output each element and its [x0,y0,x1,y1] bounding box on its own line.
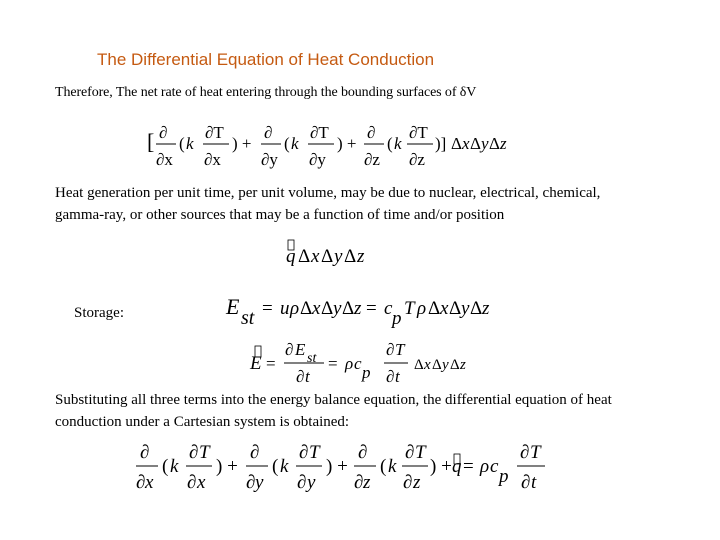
svg-text:(: ( [387,134,393,153]
svg-text:p: p [362,363,371,382]
svg-text:Δ: Δ [449,298,462,319]
svg-text:Δ: Δ [489,134,500,153]
svg-text:y: y [481,134,489,153]
svg-text:∂: ∂ [386,367,395,386]
svg-text:y: y [333,298,342,319]
svg-text:q: q [452,456,462,477]
svg-text:t: t [305,367,310,386]
svg-text:z: z [460,357,466,373]
svg-text:T: T [415,442,426,463]
heat-conduction-equation [132,438,562,503]
storage-rate-equation [248,336,498,393]
svg-text:∂z: ∂z [409,150,425,169]
svg-text:∂: ∂ [136,472,146,493]
svg-text:t: t [395,367,400,386]
svg-text:∂: ∂ [358,442,368,463]
svg-text:∂: ∂ [250,442,260,463]
svg-text:Δ: Δ [344,246,357,267]
svg-text:∂: ∂ [354,472,364,493]
svg-text:z: z [363,472,371,493]
svg-text:k: k [186,134,194,153]
net-heat-text: Therefore, The net rate of heat entering through the bounding surfaces of δV [55,85,477,100]
generation-text: Heat generation per unit time, per unit volume, may be due to nuclear, electrical, chemical, gamma-ray, or other sources that may be a function of time and/or position [55,185,601,223]
svg-text:∂: ∂ [367,123,376,142]
svg-text:∂: ∂ [405,442,415,463]
svg-text:∂y: ∂y [309,150,326,169]
svg-text:y: y [334,246,343,267]
svg-text:p: p [499,466,509,487]
svg-text:∂y: ∂y [261,150,278,169]
svg-text:(: ( [162,456,169,477]
svg-text:ρ: ρ [290,298,300,319]
substitution-text: Substituting all three terms into the energy balance equation, the differential equation of heat conduction under a Cartesian system is obtained: [55,392,612,430]
svg-text:∂: ∂ [140,442,150,463]
svg-text:c: c [490,456,499,477]
svg-text:(: ( [272,456,279,477]
svg-text:x: x [197,472,206,493]
svg-text:∂: ∂ [246,472,256,493]
svg-text:∂: ∂ [386,340,395,359]
svg-text:(: ( [179,134,185,153]
svg-text:ρ: ρ [480,456,490,477]
svg-text:∂: ∂ [296,367,305,386]
svg-text:st: st [241,307,255,329]
svg-text:k: k [394,134,402,153]
svg-text:T: T [530,442,541,463]
svg-text:x: x [462,134,470,153]
svg-text:Δ: Δ [428,298,441,319]
svg-text:∂: ∂ [521,472,531,493]
svg-text:Δ: Δ [298,246,311,267]
svg-text:∂: ∂ [299,442,309,463]
svg-text:u: u [280,298,290,319]
svg-text:z: z [413,472,421,493]
svg-text:∂: ∂ [189,442,199,463]
storage-label: Storage: [74,305,124,321]
svg-text:∂T: ∂T [409,123,428,142]
svg-text:Δ: Δ [432,357,442,373]
svg-text:x: x [440,298,449,319]
svg-text:) +: ) + [216,456,238,477]
svg-text:p: p [392,308,402,329]
svg-text:E: E [295,340,306,359]
svg-text:T: T [199,442,210,463]
svg-text:t: t [531,472,537,493]
svg-text:k: k [291,134,299,153]
svg-text:∂: ∂ [403,472,413,493]
svg-text:Δ: Δ [470,134,481,153]
svg-text:T: T [309,442,320,463]
svg-text:k: k [388,456,397,477]
svg-text:y: y [307,472,316,493]
svg-text:k: k [170,456,179,477]
svg-text:y: y [461,298,470,319]
svg-text:y: y [442,357,449,373]
svg-text:y: y [255,472,264,493]
svg-text:)]: )] [435,134,447,153]
svg-text:∂: ∂ [159,123,168,142]
svg-text:ρ: ρ [345,354,354,373]
svg-text:Δ: Δ [414,357,424,373]
svg-text:=: = [463,456,474,477]
svg-text:Δ: Δ [451,134,462,153]
svg-text:E: E [226,294,240,319]
svg-text:∂: ∂ [187,472,197,493]
generation-equation [284,238,394,275]
svg-text:z: z [482,298,490,319]
svg-text:) +: ) + [337,134,357,153]
svg-text:x: x [424,357,431,373]
svg-text:∂x: ∂x [156,150,173,169]
svg-text:q: q [286,246,296,267]
svg-text:st: st [307,351,317,366]
svg-text:=: = [262,298,273,319]
svg-text:) +: ) + [326,456,348,477]
svg-text:∂: ∂ [297,472,307,493]
svg-text:(: ( [380,456,387,477]
net-heat-equation [145,118,515,179]
svg-text:T: T [404,298,415,319]
svg-text:∂: ∂ [264,123,273,142]
svg-text:Δ: Δ [321,246,334,267]
svg-text:ρ: ρ [417,298,427,319]
svg-text:∂x: ∂x [204,150,221,169]
svg-text:∂T: ∂T [310,123,329,142]
svg-text:∂: ∂ [285,340,294,359]
svg-text:z: z [500,134,507,153]
svg-text:∂T: ∂T [205,123,224,142]
svg-text:) +: ) + [430,456,452,477]
svg-text:Δ: Δ [470,298,483,319]
svg-text:Δ: Δ [300,298,313,319]
svg-text:[: [ [147,129,155,154]
slide-title: The Differential Equation of Heat Conduction [97,50,435,69]
storage-energy-equation [226,290,546,339]
svg-text:z: z [354,298,362,319]
svg-text:=: = [328,354,338,373]
svg-text:∂: ∂ [520,442,530,463]
svg-text:x: x [311,246,320,267]
svg-text:(: ( [284,134,290,153]
svg-text:=: = [366,298,377,319]
svg-text:c: c [354,354,362,373]
svg-text:E: E [250,353,262,374]
svg-text:c: c [384,298,393,319]
svg-text:Δ: Δ [342,298,355,319]
svg-text:x: x [145,472,154,493]
svg-text:=: = [266,354,276,373]
svg-text:Δ: Δ [321,298,334,319]
svg-text:∂z: ∂z [364,150,380,169]
svg-text:T: T [395,340,405,359]
svg-text:) +: ) + [232,134,252,153]
svg-text:k: k [280,456,289,477]
svg-text:z: z [357,246,365,267]
svg-text:Δ: Δ [450,357,460,373]
svg-text:x: x [312,298,321,319]
